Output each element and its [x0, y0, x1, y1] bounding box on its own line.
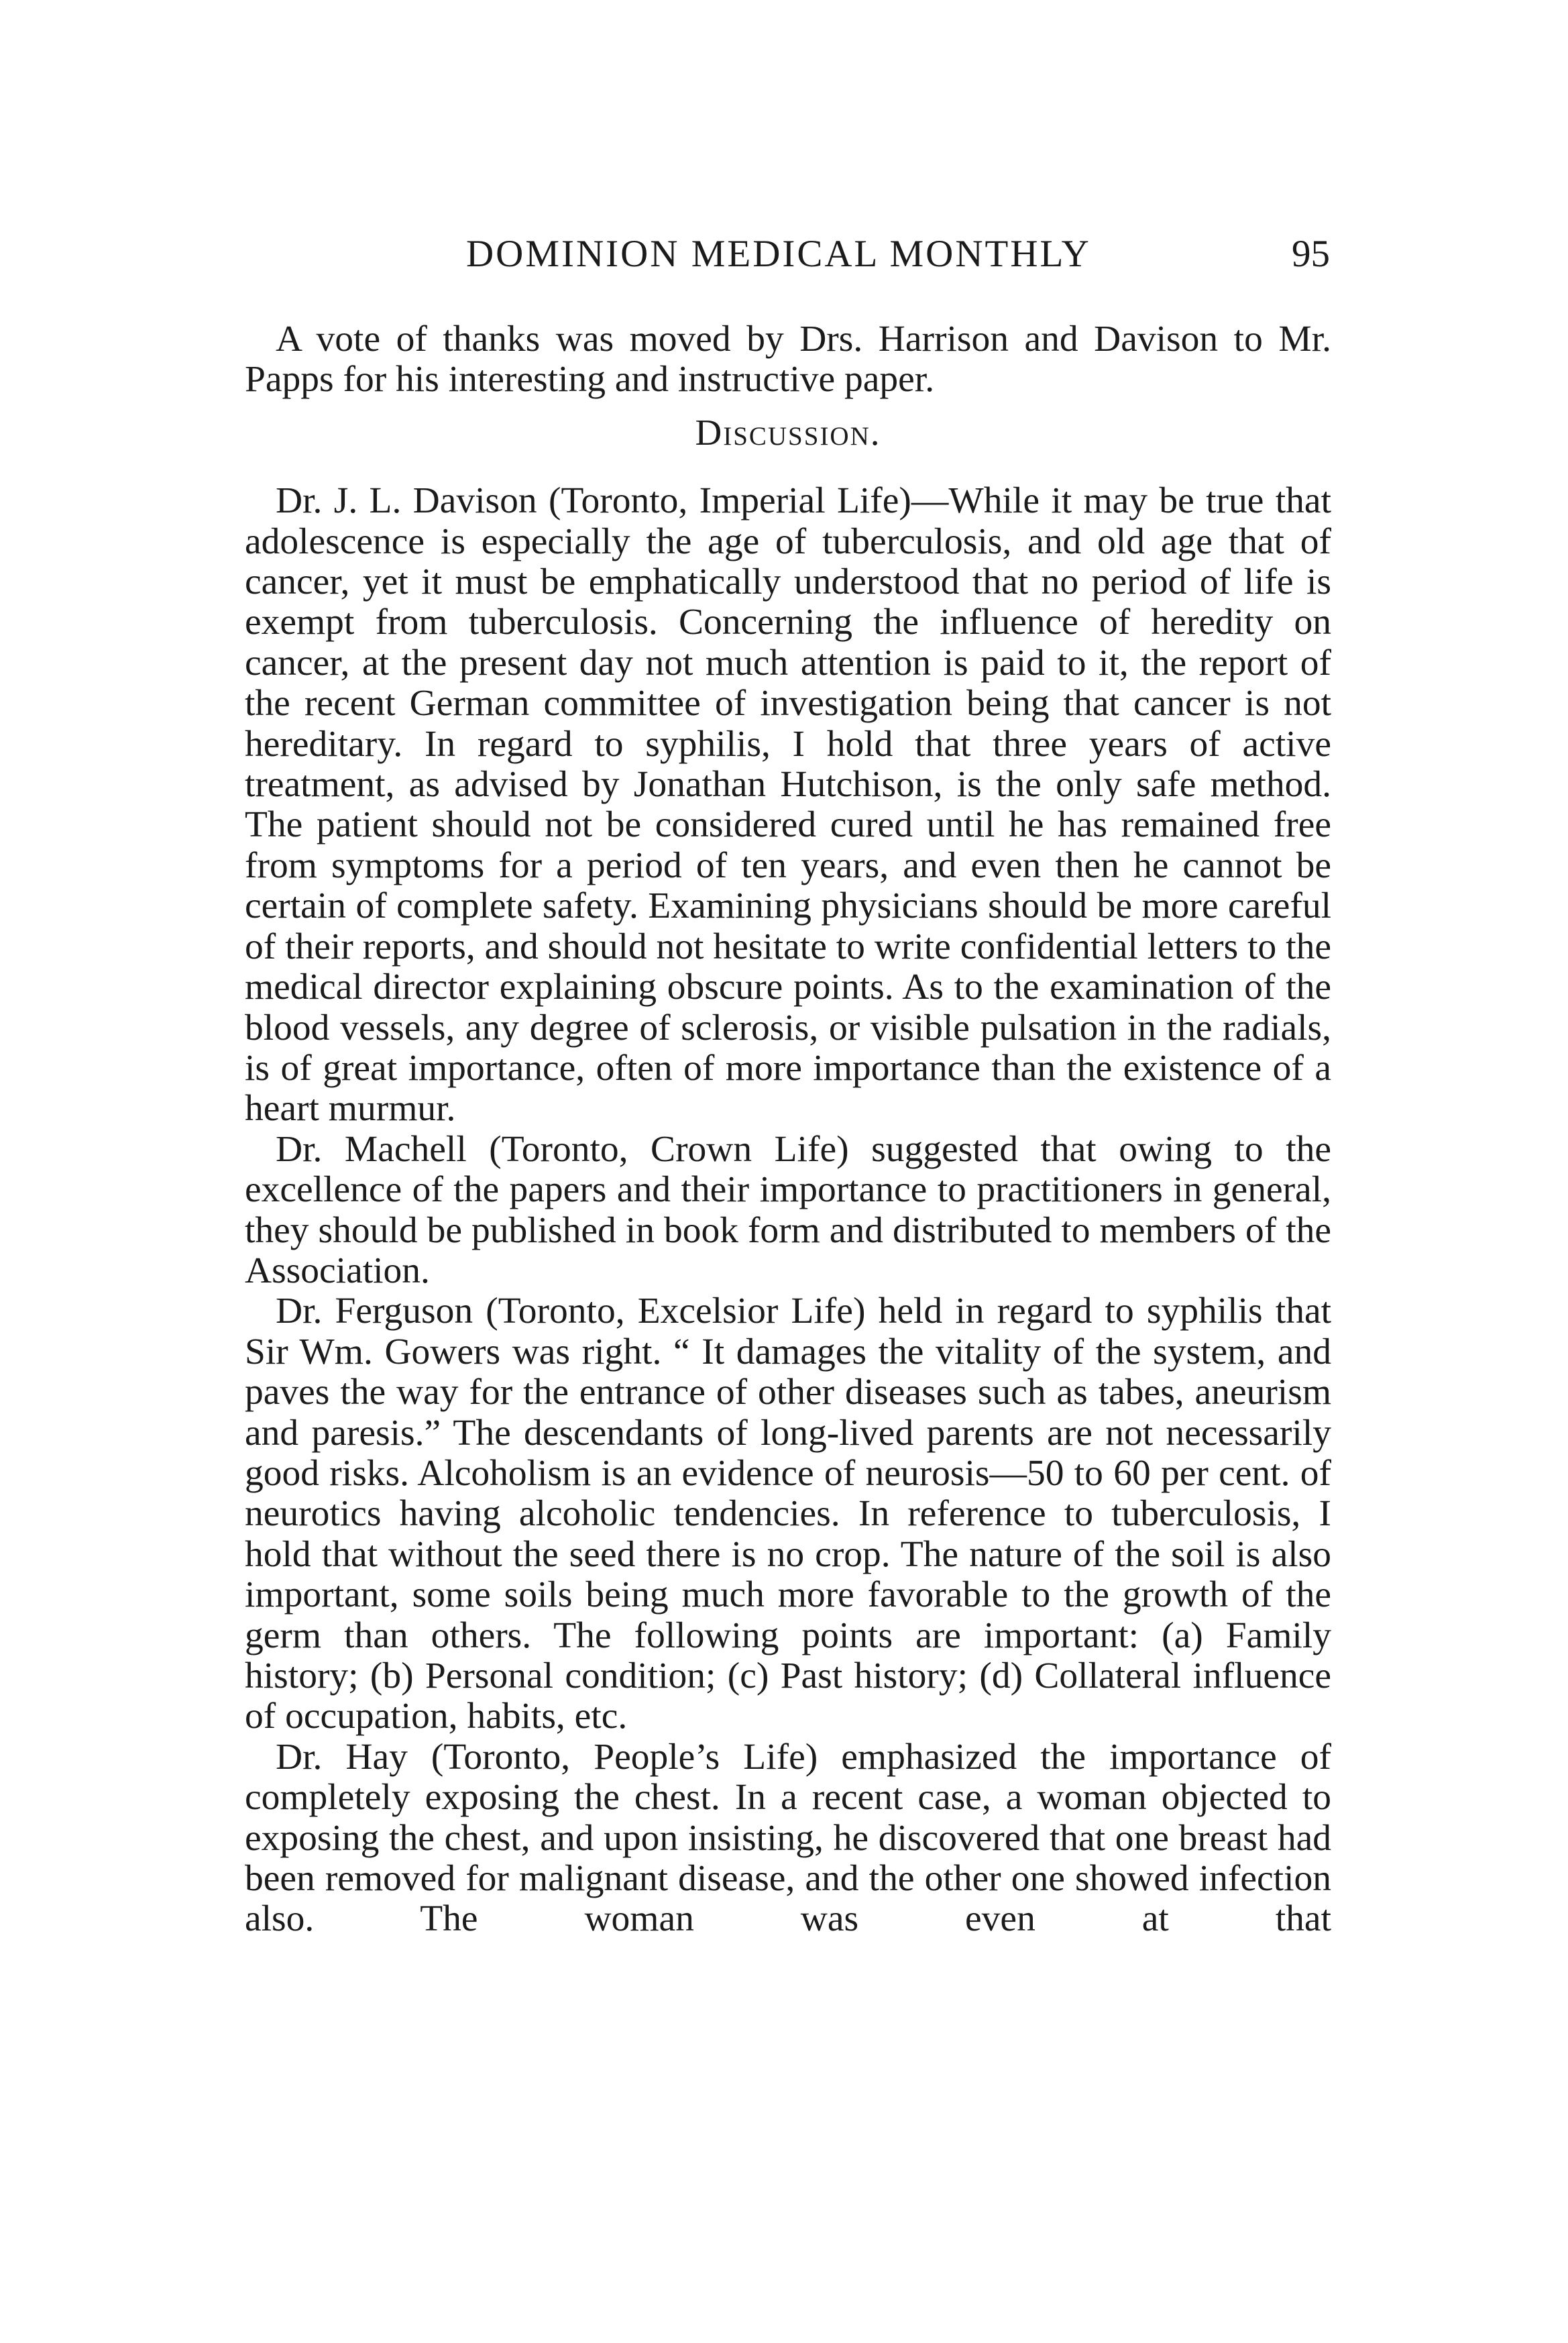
ferguson-paragraph: Dr. Ferguson (Toronto, Excelsior Life) held in regard to syphilis that Sir Wm. Gowers was right. “ It damages the vitality of the system, and paves the way for the entrance of other diseases such as tabes, aneurism and paresis.” The descendants of long-lived parents are not necessarily good risks. Alcoholism is an evidence of neurosis—50 to 60 per cent. of neurotics having alcoholic tendencies. In reference to tuberculosis, I hold that without the seed there is no crop. The nature of the soil is also important, some soils being much more favorable to the growth of the germ than others. The following points are important: (a) Family history; (b) Personal condition; (c) Past history; (d) Collateral influence of occupation, habits, etc.	[245, 1291, 1331, 1737]
section-heading: Discussion.	[695, 411, 881, 453]
hay-paragraph: Dr. Hay (Toronto, People’s Life) emphasized the importance of completely exposing the chest. In a recent case, a woman objected to exposing the chest, and upon insisting, he discovered that one breast had been removed for malignant disease, and the other one showed infection also. The woman was even at that	[245, 1736, 1331, 1940]
davison-paragraph: Dr. J. L. Davison (Toronto, Imperial Life)—While it may be true that adolescence is especially the age of tuberculosis, and old age that of cancer, yet it must be emphatically understood that no period of life is exempt from tuberculosis. Concerning the influence of heredity on cancer, at the present day not much attention is paid to it, the report of the recent German committee of investigation being that cancer is not hereditary. In regard to syphilis, I hold that three years of active treatment, as advised by Jonathan Hutchison, is the only safe method. The patient should not be considered cured until he has remained free from symptoms for a period of ten years, and even then he cannot be certain of complete safety. Examining physicians should be more careful of their reports, and should not hesitate to write confidential letters to the medical director explaining obscure points. As to the examination of the blood vessels, any degree of sclerosis, or visible pulsation in the radials, is of great importance, often of more importance than the existence of a heart murmur.	[245, 480, 1331, 1130]
machell-paragraph: Dr. Machell (Toronto, Crown Life) suggested that owing to the excellence of the papers and their importance to practitioners in general, they should be published in book form and distributed to members of the Association.	[245, 1128, 1331, 1291]
page-number: 95	[1292, 233, 1330, 275]
journal-title: DOMINION MEDICAL MONTHLY	[466, 233, 1091, 275]
vote-of-thanks-paragraph: A vote of thanks was moved by Drs. Harrison and Davison to Mr. Papps for his interesting and instructive paper.	[245, 319, 1331, 400]
article-body	[245, 319, 1331, 1940]
running-head	[0, 232, 1568, 279]
